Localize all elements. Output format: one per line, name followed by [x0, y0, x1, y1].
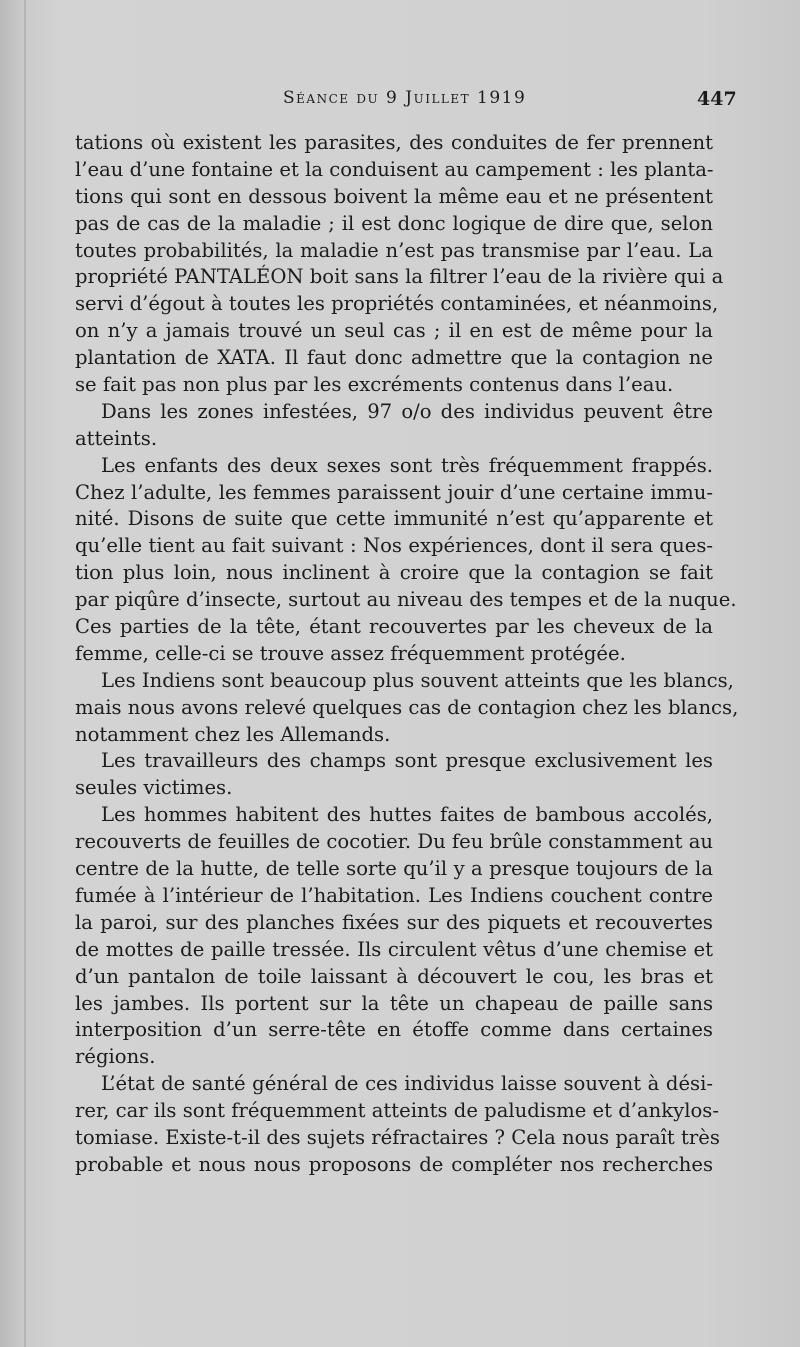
text-line: plantation de XATA. Il faut donc admettre que la contagion ne [75, 346, 713, 370]
text-line: toutes probabilités, la maladie n’est pas transmise par l’eau. La [75, 238, 713, 262]
text-line: servi d’égout à toutes les propriétés contaminées, et néanmoins, [75, 292, 719, 316]
text-line: se fait pas non plus par les excréments contenus dans l’eau. [75, 373, 674, 397]
text-line: femme, celle-ci se trouve assez fréquemment protégée. [75, 641, 626, 665]
text-line: tions qui sont en dessous boivent la même eau et ne présentent [75, 184, 713, 208]
text-line: L’état de santé général de ces individus laisse souvent à dési- [101, 1072, 713, 1096]
page-number: 447 [697, 88, 737, 110]
text-line: propriété PANTALÉON boit sans la filtrer l’eau de la rivière qui a [75, 265, 724, 289]
text-line: tion plus loin, nous inclinent à croire que la contagion se fait [75, 561, 713, 585]
text-line: de mottes de paille tressée. Ils circulent vêtus d’une chemise et [75, 937, 713, 961]
text-line: Les hommes habitent des huttes faites de bambous accolés, [101, 803, 713, 827]
text-line: la paroi, sur des planches fixées sur des piquets et recouvertes [75, 910, 713, 934]
text-line: régions. [75, 1045, 156, 1069]
page-header [0, 86, 800, 116]
text-line: Les Indiens sont beaucoup plus souvent atteints que les blancs, [101, 668, 734, 692]
text-line: centre de la hutte, de telle sorte qu’il y a presque toujours de la [75, 857, 713, 881]
text-line: atteints. [75, 426, 158, 450]
text-line: on n’y a jamais trouvé un seul cas ; il en est de même pour la [75, 319, 713, 343]
running-title: Séance du 9 Juillet 1919 [283, 88, 527, 108]
text-line: probable et nous nous proposons de compléter nos recherches [75, 1152, 713, 1176]
text-line: tations où existent les parasites, des conduites de fer prennent [75, 131, 713, 154]
text-line: notamment chez les Allemands. [75, 722, 391, 746]
text-line: interposition d’un serre-tête en étoffe comme dans certaines [75, 1018, 713, 1042]
text-line: pas de cas de la maladie ; il est donc logique de dire que, selon [75, 211, 713, 235]
text-line: nité. Disons de suite que cette immunité n’est qu’apparente et [75, 507, 713, 531]
text-line: les jambes. Ils portent sur la tête un chapeau de paille sans [75, 991, 713, 1015]
text-line: Chez l’adulte, les femmes paraissent jouir d’une certaine immu- [75, 480, 713, 504]
text-line: tomiase. Existe-t-il des sujets réfractaires ? Cela nous paraît très [75, 1125, 720, 1149]
text-line: fumée à l’intérieur de l’habitation. Les Indiens couchent contre [75, 883, 713, 907]
body-text [75, 130, 739, 1179]
text-line: d’un pantalon de toile laissant à découvert le cou, les bras et [75, 964, 713, 988]
text-line: l’eau d’une fontaine et la conduisent au campement : les planta- [75, 157, 714, 181]
text-line: mais nous avons relevé quelques cas de contagion chez les blancs, [75, 695, 739, 719]
text-line: rer, car ils sont fréquemment atteints de paludisme et d’ankylos- [75, 1099, 719, 1123]
text-line: Ces parties de la tête, étant recouvertes par les cheveux de la [75, 615, 713, 639]
text-line: Les travailleurs des champs sont presque exclusivement les [101, 749, 713, 773]
text-line: Dans les zones infestées, 97 o/o des individus peuvent être [101, 399, 713, 423]
text-line: Les enfants des deux sexes sont très fréquemment frappés. [101, 453, 713, 477]
text-line: par piqûre d’insecte, surtout au niveau des tempes et de la nuque. [75, 588, 737, 612]
text-line: qu’elle tient au fait suivant : Nos expériences, dont il sera ques- [75, 534, 713, 558]
binding-gutter-shadow [24, 0, 26, 1347]
text-line: seules victimes. [75, 776, 233, 800]
text-line: recouverts de feuilles de cocotier. Du feu brûle constamment au [75, 830, 714, 854]
